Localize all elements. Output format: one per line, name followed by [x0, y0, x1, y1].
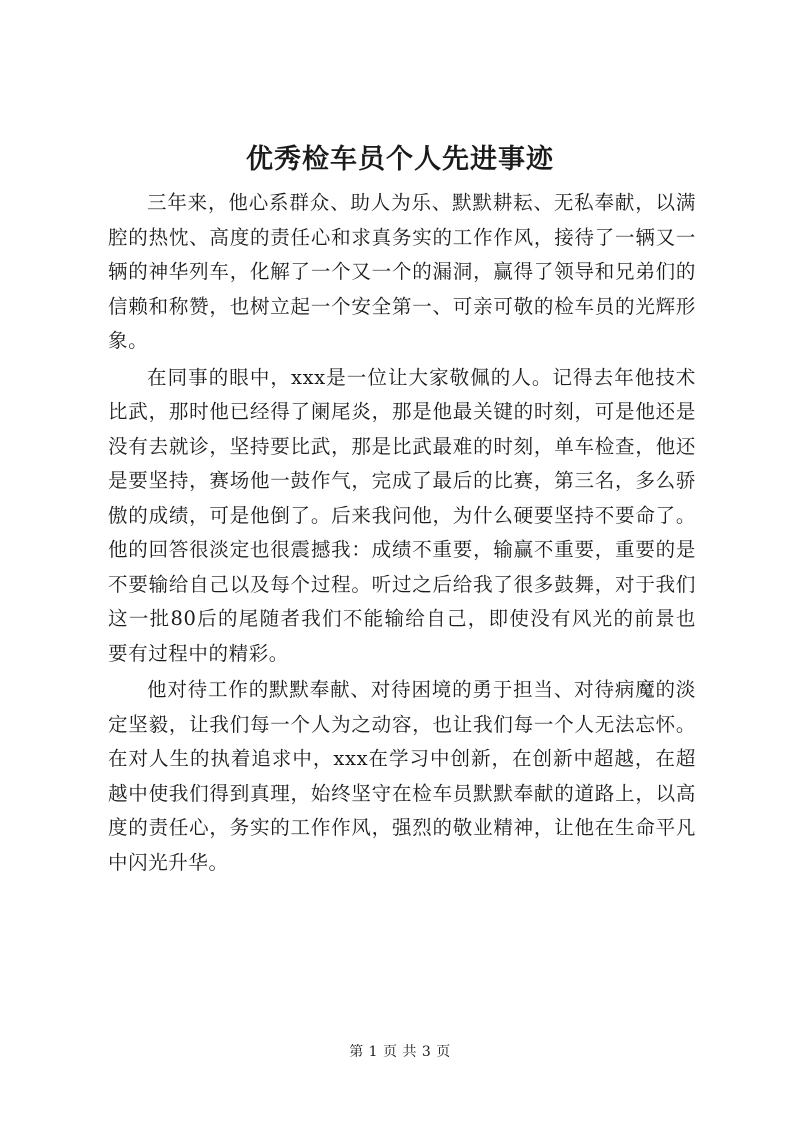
paragraph-2: 在同事的眼中，xxx是一位让大家敬佩的人。记得去年他技术比武，那时他已经得了阑尾炎，那是他最关键的时刻，可是他还是没有去就诊，坚持要比武，那是比武最难的时刻，单车检查，他还是要坚持，赛场他一鼓作气，完成了最后的比赛，第三名，多么骄傲的成绩，可是他倒了。后来我问他，为什么硬要坚持不要命了。他的回答很淡定也很震撼我：成绩不重要，输赢不重要，重要的是不要输给自己以及每个过程。听过之后给我了很多鼓舞，对于我们这一批80后的尾随者我们不能输给自己，即使没有风光的前景也要有过程中的精彩。 — [108, 365, 696, 665]
paragraph-3: 他对待工作的默默奉献、对待困境的勇于担当、对待病魔的淡定坚毅，让我们每一个人为之动容，也让我们每一个人无法忘怀。在对人生的执着追求中，xxx在学习中创新，在创新中超越，在超越中使我们得到真理，始终坚守在检车员默默奉献的道路上，以高度的责任心，务实的工作作风，强烈的敬业精神，让他在生命平凡中闪光升华。 — [108, 678, 696, 874]
paragraph-1: 三年来，他心系群众、助人为乐、默默耕耘、无私奉献，以满腔的热忱、高度的责任心和求真务实的工作作风，接待了一辆又一辆的神华列车，化解了一个又一个的漏洞，赢得了领导和兄弟们的信赖和称赞，也树立起一个安全第一、可亲可敬的检车员的光辉形象。 — [108, 191, 696, 352]
document-title: 优秀检车员个人先进事迹 — [246, 144, 554, 175]
document-body — [108, 186, 696, 882]
page-number-footer: 第 1 页 共 3 页 — [349, 1044, 451, 1060]
